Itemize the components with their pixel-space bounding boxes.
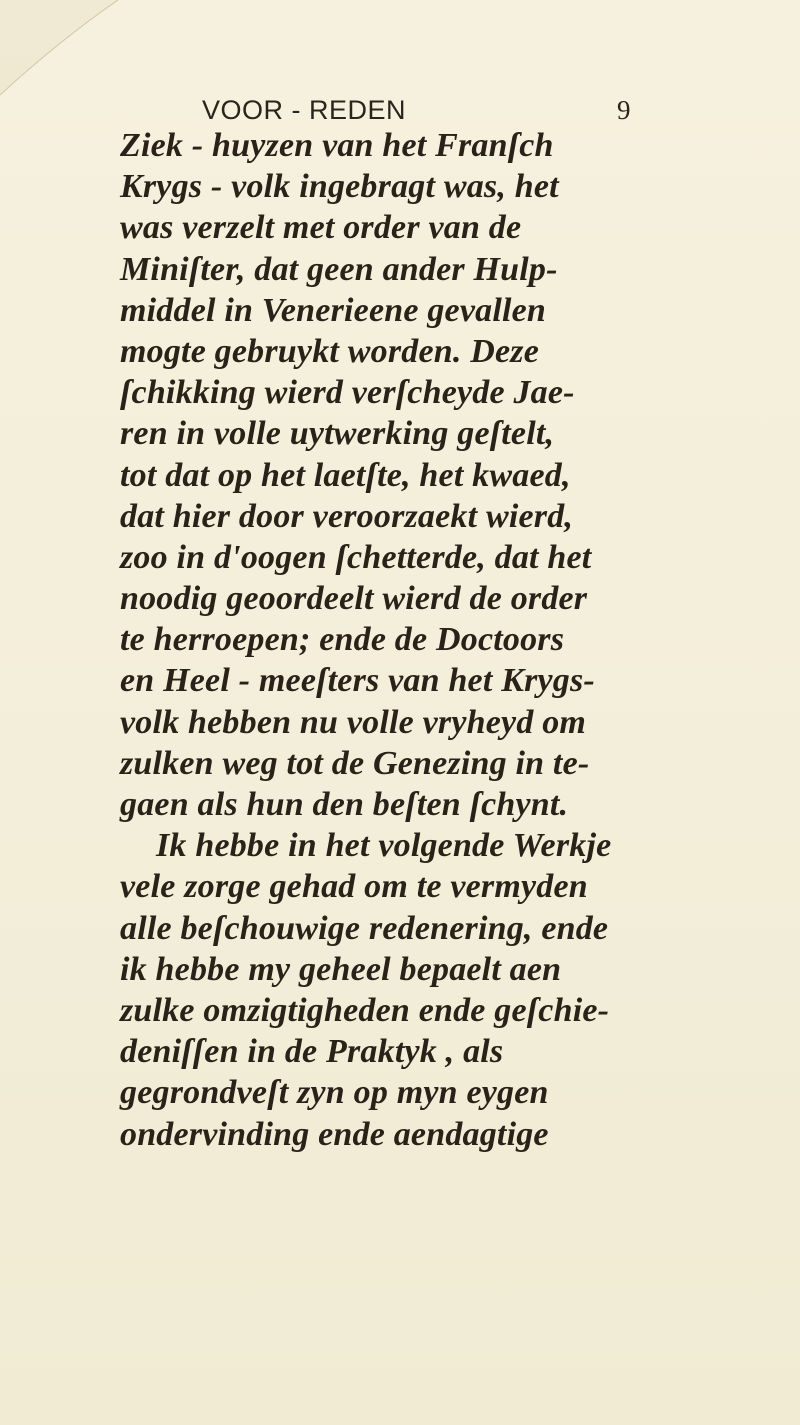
- text-line: ik hebbe my geheel bepaelt aen: [120, 950, 562, 988]
- text-line: en Heel - meeſters van het Krygs-: [120, 662, 595, 700]
- text-line: mogte gebruykt worden. Deze: [120, 332, 540, 370]
- text-line: deniſſen in de Praktyk , als: [120, 1033, 504, 1071]
- text-line: zulke omzigtigheden ende geſchie-: [120, 991, 610, 1029]
- running-title: VOOR - REDEN: [202, 95, 407, 125]
- page-number: 9: [617, 95, 631, 125]
- text-line: gaen als hun den beſten ſchynt.: [120, 786, 569, 823]
- text-line: Ziek - huyzen van het Franſch: [120, 127, 554, 164]
- body-text: [120, 125, 760, 1155]
- text-line: tot dat op het laetſte, het kwaed,: [120, 456, 571, 494]
- text-line: noodig geoordeelt wierd de order: [120, 580, 588, 618]
- text-line: alle beſchouwige redenering, ende: [120, 909, 609, 947]
- text-line: Krygs - volk ingebragt was, het: [120, 168, 559, 206]
- text-line: volk hebben nu volle vryheyd om: [120, 703, 587, 741]
- text-line: gegrondveſt zyn op myn eygen: [120, 1074, 549, 1112]
- text-line: te herroepen; ende de Doctoors: [120, 621, 565, 659]
- text-line: vele zorge gehad om te vermyden: [120, 868, 588, 906]
- text-line: ondervinding ende aendagtige: [120, 1115, 549, 1153]
- text-line: dat hier door veroorzaekt wierd,: [120, 497, 574, 535]
- text-line: ſchikking wierd verſcheyde Jae-: [120, 374, 575, 412]
- text-line: was verzelt met order van de: [120, 209, 522, 247]
- text-line: ren in volle uytwerking geſtelt,: [120, 415, 555, 453]
- text-line: zoo in d'oogen ſchetterde, dat het: [120, 538, 592, 576]
- text-line: Miniſter, dat geen ander Hulp-: [120, 250, 558, 288]
- text-line: middel in Venerieene gevallen: [120, 291, 547, 329]
- text-line: zulken weg tot de Genezing in te-: [120, 744, 590, 782]
- paragraph-start-line: Ik hebbe in het volgende Werkje: [156, 827, 612, 865]
- page-header: [0, 92, 800, 128]
